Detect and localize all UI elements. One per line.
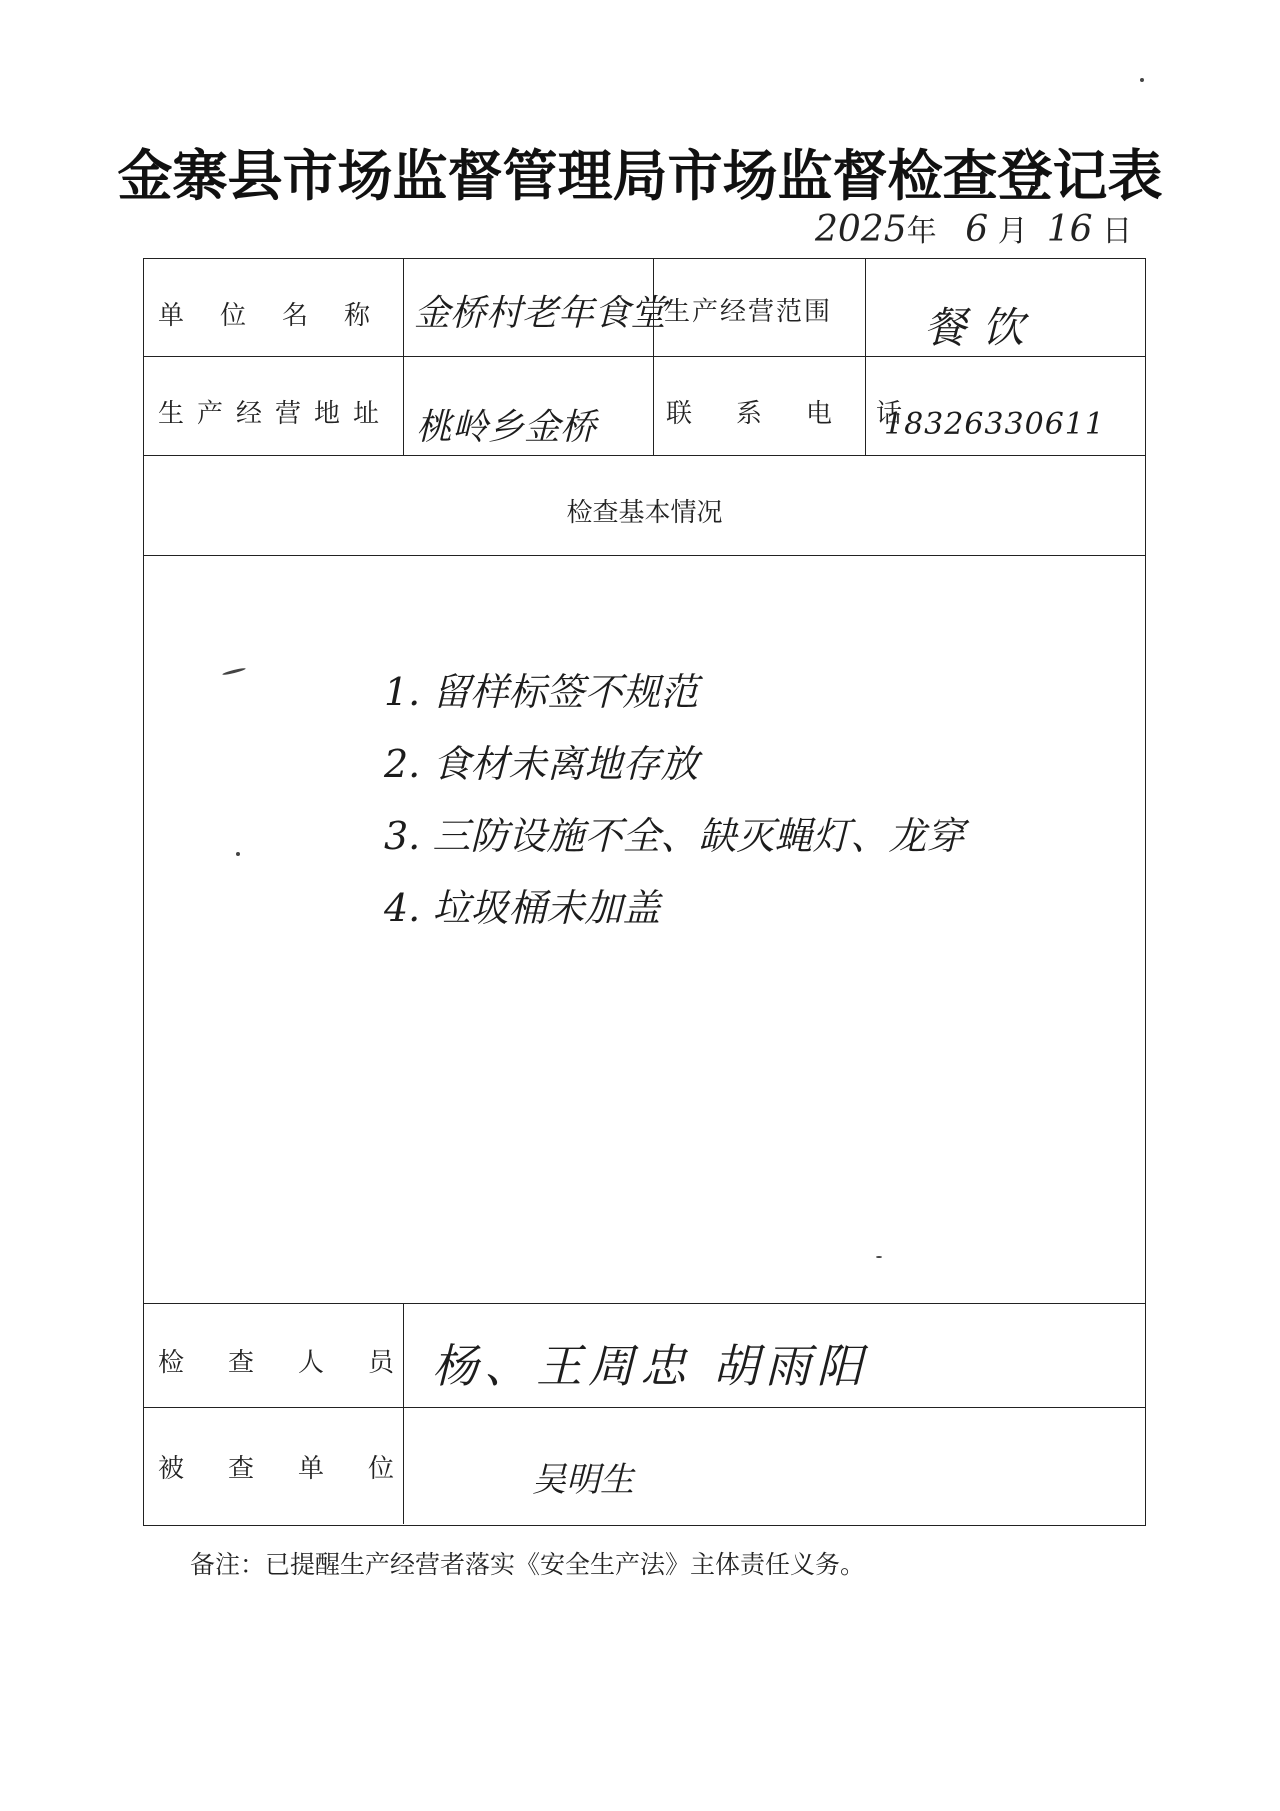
- phone-label: 联系电话: [666, 399, 947, 429]
- finding-item: 4. 垃圾桶未加盖: [384, 886, 661, 930]
- inspectors-signature: 杨、王周忠 胡雨阳: [432, 1339, 869, 1393]
- finding-item: 1. 留样标签不规范: [384, 670, 699, 714]
- unit-name-value-cell: [404, 259, 667, 356]
- findings-list: [384, 656, 964, 944]
- unit-name-value: 金桥村老年食堂: [414, 293, 667, 334]
- scan-mark: [222, 667, 246, 676]
- address-label: 生产经营地址: [158, 399, 393, 429]
- inspected-unit-signature-cell: [404, 1408, 1147, 1524]
- row-unit-name: [144, 259, 1145, 357]
- inspected-unit-label-cell: [144, 1408, 439, 1524]
- inspectors-label-cell: [144, 1304, 439, 1407]
- date-day-unit: 日: [1102, 214, 1133, 249]
- business-scope-value-cell: [866, 259, 1147, 356]
- inspection-date: [815, 206, 1132, 250]
- row-address: [144, 357, 1145, 456]
- row-inspectors: [144, 1304, 1145, 1408]
- date-day: 16: [1046, 209, 1093, 250]
- business-scope-label: 生产经营范围: [664, 297, 833, 327]
- phone-value-cell: [866, 357, 1147, 455]
- inspection-section-title: 检查基本情况: [566, 498, 723, 528]
- inspection-form: [143, 258, 1146, 1526]
- business-scope-label-cell: [654, 259, 866, 356]
- date-year: 2025: [815, 209, 907, 250]
- phone-label-cell: [654, 357, 947, 455]
- note-text: 备注：已提醒生产经营者落实《安全生产法》主体责任义务。: [190, 1550, 866, 1579]
- date-year-unit: 年: [906, 214, 937, 249]
- inspectors-label: 检查人员: [158, 1348, 439, 1378]
- row-inspected-unit: [144, 1408, 1145, 1524]
- phone-value: 18326330611: [884, 407, 1105, 442]
- scan-dot: [236, 852, 240, 856]
- address-value: 桃岭乡金桥: [416, 407, 597, 448]
- inspected-unit-label: 被查单位: [158, 1454, 439, 1484]
- document-title: 金寨县市场监督管理局市场监督检查登记表: [117, 143, 1163, 208]
- date-month: 6: [965, 209, 989, 250]
- date-month-unit: 月: [997, 214, 1028, 249]
- address-value-cell: [404, 357, 654, 455]
- business-scope-value: 餐饮: [924, 303, 1041, 352]
- finding-item: 2. 食材未离地存放: [384, 742, 699, 786]
- inspected-unit-signature: 吴明生: [532, 1460, 634, 1500]
- row-section-title: [144, 456, 1145, 556]
- scan-dot: [1140, 78, 1144, 82]
- row-findings: [144, 556, 1145, 1304]
- inspectors-signature-cell: [404, 1304, 1147, 1407]
- unit-name-label: 单位名称: [158, 301, 407, 331]
- unit-name-label-cell: [144, 259, 407, 356]
- finding-item: 3. 三防设施不全、缺灭蝇灯、龙穿: [384, 814, 965, 858]
- address-label-cell: [144, 357, 404, 455]
- scan-dot: [876, 1256, 882, 1258]
